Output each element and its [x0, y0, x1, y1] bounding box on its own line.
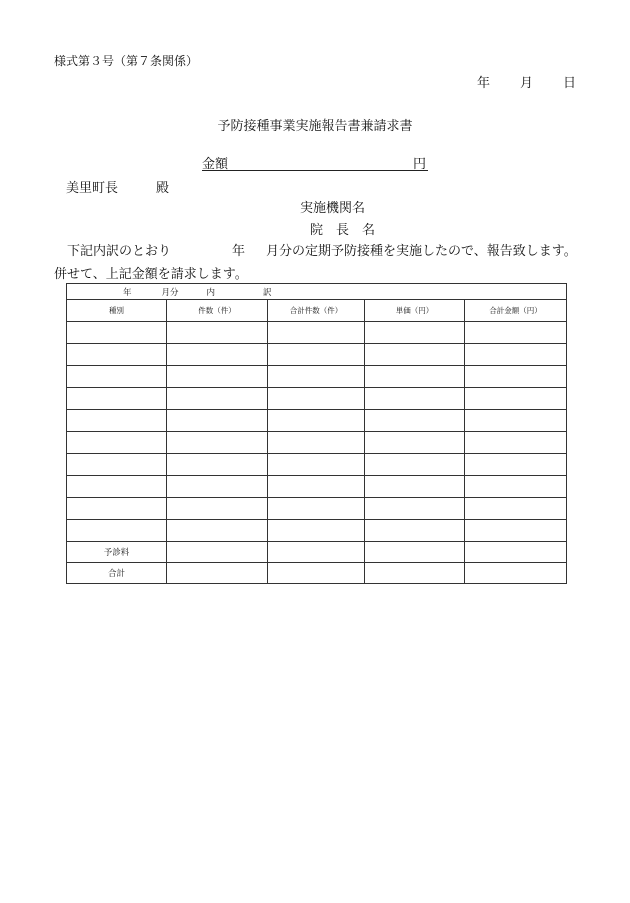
table-cell[interactable]: [167, 454, 268, 476]
table-cell[interactable]: [167, 388, 268, 410]
table-cell[interactable]: [365, 563, 465, 584]
table-cell[interactable]: [465, 542, 567, 563]
table-cell[interactable]: [268, 563, 365, 584]
table-cell[interactable]: [465, 476, 567, 498]
table-cell[interactable]: [365, 476, 465, 498]
body-year-label: 年: [232, 244, 246, 259]
director-name-label: [310, 219, 375, 238]
table-cell[interactable]: [67, 410, 167, 432]
table-row: [67, 410, 567, 432]
table-cell[interactable]: [268, 366, 365, 388]
body-paragraph: [54, 240, 580, 286]
table-cell[interactable]: [167, 476, 268, 498]
table-cell[interactable]: [365, 542, 465, 563]
table-cell[interactable]: [67, 454, 167, 476]
table-cell[interactable]: [268, 344, 365, 366]
document-title: 予防接種事業実施報告書兼請求書: [217, 119, 413, 134]
table-cell[interactable]: [365, 520, 465, 542]
column-header-type: 種別: [67, 300, 167, 322]
table-cell[interactable]: [465, 454, 567, 476]
table-cell[interactable]: [67, 432, 167, 454]
body-text-1: 下記内訳のとおり: [67, 244, 172, 259]
table-title-month: 月分: [161, 287, 179, 298]
table-row: [67, 432, 567, 454]
table-cell[interactable]: [67, 388, 167, 410]
table-row: [67, 454, 567, 476]
table-title-cell: [67, 284, 567, 300]
addressee: [66, 177, 169, 196]
table-cell[interactable]: [268, 410, 365, 432]
table-cell[interactable]: [67, 366, 167, 388]
table-cell[interactable]: [167, 542, 268, 563]
table-cell[interactable]: [167, 563, 268, 584]
table-row: [67, 322, 567, 344]
addressee-name: 美里町長: [66, 181, 119, 196]
table-cell[interactable]: [167, 322, 268, 344]
column-header-count: 件数（件）: [167, 300, 268, 322]
table-cell[interactable]: [365, 366, 465, 388]
table-cell[interactable]: [365, 322, 465, 344]
institution-name-label: 実施機関名: [300, 201, 366, 216]
director-char: 院: [310, 223, 324, 238]
table-cell[interactable]: [167, 366, 268, 388]
table-cell[interactable]: [167, 410, 268, 432]
column-header-unit-price: 単価（円）: [365, 300, 465, 322]
table-cell[interactable]: [268, 322, 365, 344]
table-title-row: [67, 284, 567, 300]
breakdown-table: [66, 283, 567, 584]
table-title-breakdown: 訳: [263, 287, 272, 298]
table-cell[interactable]: [167, 344, 268, 366]
table-cell[interactable]: [465, 520, 567, 542]
column-header-total-count: 合計件数（件）: [268, 300, 365, 322]
table-row: [67, 344, 567, 366]
table-cell[interactable]: [268, 432, 365, 454]
date-line: [477, 72, 576, 91]
table-title-year: 年: [123, 287, 132, 298]
table-cell[interactable]: [167, 498, 268, 520]
table-cell[interactable]: [365, 432, 465, 454]
body-text-2: 月分の定期予防接種を実施したので、報告致します。併せて、上記金額を請求します。: [54, 244, 577, 282]
table-cell[interactable]: [268, 542, 365, 563]
table-cell[interactable]: [365, 344, 465, 366]
table-cell[interactable]: [67, 322, 167, 344]
table-cell[interactable]: [465, 388, 567, 410]
table-cell[interactable]: [67, 520, 167, 542]
summary-row-label: 予診料: [67, 542, 167, 563]
summary-row: [67, 563, 567, 584]
table-cell[interactable]: [465, 366, 567, 388]
table-row: [67, 366, 567, 388]
table-cell[interactable]: [465, 344, 567, 366]
table-cell[interactable]: [268, 388, 365, 410]
addressee-honorific: 殿: [156, 181, 170, 196]
table-cell[interactable]: [167, 432, 268, 454]
table-title-in: 内: [206, 287, 216, 298]
summary-row: [67, 542, 567, 563]
amount-unit: 円: [412, 157, 426, 172]
amount-label: 金額: [202, 157, 229, 172]
form-number: 様式第３号（第７条関係）: [54, 54, 199, 68]
column-header-row: [67, 300, 567, 322]
table-cell[interactable]: [365, 410, 465, 432]
date-year-label: 年: [476, 76, 490, 91]
table-cell[interactable]: [465, 410, 567, 432]
director-char: 名: [362, 223, 376, 238]
table-cell[interactable]: [465, 432, 567, 454]
column-header-total-amount: 合計金額（円）: [465, 300, 567, 322]
table-cell[interactable]: [268, 476, 365, 498]
table-cell[interactable]: [365, 388, 465, 410]
amount-field: [202, 153, 428, 171]
table-row: [67, 388, 567, 410]
table-cell[interactable]: [465, 498, 567, 520]
table-cell[interactable]: [365, 498, 465, 520]
table-row: [67, 520, 567, 542]
table-cell[interactable]: [465, 563, 567, 584]
table-cell[interactable]: [67, 498, 167, 520]
table-cell[interactable]: [167, 520, 268, 542]
date-month-label: 月: [519, 76, 533, 91]
table-row: [67, 476, 567, 498]
table-cell[interactable]: [465, 322, 567, 344]
table-cell[interactable]: [67, 344, 167, 366]
table-cell[interactable]: [268, 498, 365, 520]
table-cell[interactable]: [268, 454, 365, 476]
director-char: 長: [336, 223, 350, 238]
date-day-label: 日: [562, 76, 576, 91]
table-cell[interactable]: [268, 520, 365, 542]
table-cell[interactable]: [67, 476, 167, 498]
table-cell[interactable]: [365, 454, 465, 476]
table-row: [67, 498, 567, 520]
summary-row-label: 合計: [67, 563, 167, 584]
